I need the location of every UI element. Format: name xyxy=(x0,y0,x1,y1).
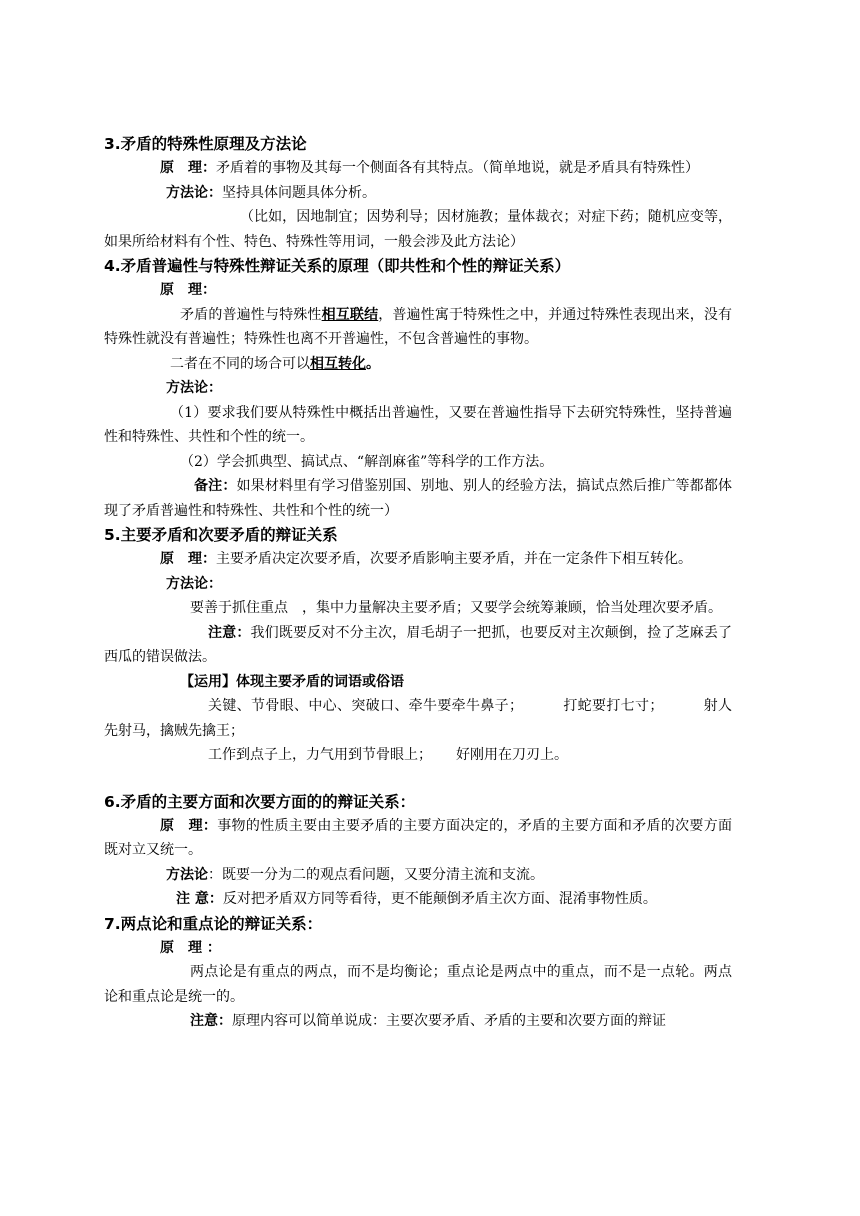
note-text: 原理内容可以简单说成：主要次要矛盾、矛盾的主要和次要方面的辩证 xyxy=(232,1013,666,1029)
usage-text: 射人先射马，擒贼先擒王； xyxy=(104,698,733,739)
section-5-usage-heading: 【运用】体现主要矛盾的词语或俗语 xyxy=(180,673,404,690)
section-3-heading: 3.矛盾的特殊性原理及方法论 xyxy=(104,135,307,153)
key-term-mutual-link: 相互联结 xyxy=(321,306,379,323)
section-4-principle-p1 xyxy=(104,303,732,352)
section-7-principle-label xyxy=(104,936,732,961)
section-5-method xyxy=(104,596,732,621)
usage-text: 打蛇要打七寸； xyxy=(563,698,664,714)
method-label: 方法论： xyxy=(166,575,222,592)
section-4-principle-p2 xyxy=(104,352,732,377)
section-3-principle xyxy=(104,156,732,181)
principle-text: 矛盾的普遍性与特殊性 xyxy=(180,306,322,323)
section-5-usage-1 xyxy=(104,694,732,743)
note-label: 注意： xyxy=(208,624,251,641)
principle-text: 二者在不同的场合可以 xyxy=(170,355,310,372)
section-4-principle-label xyxy=(104,278,732,303)
section-4-method-label xyxy=(104,376,732,401)
section-7-principle-text: 两点论是有重点的两点，而不是均衡论；重点论是两点中的重点，而不是一点轮。两点论和重点论是统一的。 xyxy=(104,964,732,1005)
principle-label: 原 理： xyxy=(160,817,218,834)
principle-label: 原 理 ： xyxy=(160,939,221,956)
method-label: 方法论 xyxy=(166,866,208,883)
method-label: 方法论： xyxy=(166,380,222,396)
principle-text: 主要矛盾决定次要矛盾，次要矛盾影响主要矛盾，并在一定条件下相互转化。 xyxy=(216,551,692,567)
section-7-heading: 7.两点论和重点论的辩证关系： xyxy=(104,914,323,933)
section-5-heading: 5.主要矛盾和次要矛盾的辩证关系 xyxy=(104,526,338,544)
note-text: 如果材料里有学习借鉴别国、别地、别人的经验方法，搞试点然后推广等都都体现了矛盾普遍性和特殊性、共性和个性的统一） xyxy=(104,478,733,519)
section-5-usage-2 xyxy=(104,743,732,768)
principle-label: 原 理： xyxy=(160,282,216,298)
principle-label: 原 理： xyxy=(160,551,216,567)
method-text: ：既要一分为二的观点看问题，又要分清主流和支流。 xyxy=(208,866,544,883)
principle-text: 矛盾着的事物及其每一个侧面各有其特点。（简单地说，就是矛盾具有特殊性） xyxy=(216,160,699,176)
note-text: 我们既要反对不分主次，眉毛胡子一把抓，也要反对主次颠倒，捡了芝麻丢了西瓜的错误做法。 xyxy=(104,624,732,665)
principle-text: ，普遍性寓于特殊性之中，并通过特殊性表现出来，没有特殊性就没有普遍性；特殊性也离不开普遍性，不包含普遍性的事物。 xyxy=(104,306,733,347)
principle-text: 事物的性质主要由主要矛盾的主要方面决定的，矛盾的主要方面和矛盾的次要方面既对立又统一。 xyxy=(104,817,733,858)
method-text: ，集中力量解决主要矛盾；又要学会统筹兼顾，恰当处理次要矛盾。 xyxy=(302,600,722,616)
usage-text: 工作到点子上，力气用到节骨眼上； xyxy=(208,747,432,763)
section-6-principle xyxy=(104,814,732,863)
section-7-note xyxy=(104,1009,732,1034)
principle-text: 。 xyxy=(366,355,380,372)
usage-text: 关键、节骨眼、中心、突破口、牵牛要牵牛鼻子； xyxy=(208,698,523,714)
section-6-note xyxy=(104,887,732,912)
section-6-method xyxy=(104,863,732,888)
section-4-heading: 4.矛盾普遍性与特殊性辩证关系的原理（即共性和个性的辩证关系） xyxy=(104,257,571,275)
method-label: 方法论： xyxy=(166,184,222,201)
section-4-method-2: （2）学会抓典型、搞试点、“解剖麻雀”等科学的工作方法。 xyxy=(180,453,554,470)
note-label: 注意： xyxy=(190,1013,232,1029)
usage-text: 好刚用在刀刃上。 xyxy=(456,747,568,763)
key-term-mutual-transform: 相互转化 xyxy=(310,355,366,372)
document-body xyxy=(104,132,732,1034)
section-5-note xyxy=(104,621,732,670)
note-text: 反对把矛盾双方同等看待，更不能颠倒矛盾主次方面、混淆事物性质。 xyxy=(222,891,657,907)
note-label: 备注： xyxy=(194,478,237,494)
section-6-heading: 6.矛盾的主要方面和次要方面的的辩证关系： xyxy=(104,792,416,811)
method-text: 要善于抓住重点 xyxy=(190,600,288,616)
note-label: 注 意： xyxy=(176,891,223,907)
method-text: 坚持具体问题具体分析。 xyxy=(222,184,376,201)
section-3-method xyxy=(104,181,732,206)
principle-label: 原 理： xyxy=(160,160,216,176)
section-4-note xyxy=(104,474,732,523)
section-5-method-label xyxy=(104,572,732,597)
section-3-example: （比如，因地制宜；因势利导；因材施教；量体裁衣；对症下药；随机应变等，如果所给材料有个性、特色、特殊性等用词，一般会涉及此方法论） xyxy=(104,209,732,250)
section-5-principle xyxy=(104,547,732,572)
section-4-method-1: （1）要求我们要从特殊性中概括出普遍性，又要在普遍性指导下去研究特殊性，坚持普遍性和特殊性、共性和个性的统一。 xyxy=(104,404,732,445)
